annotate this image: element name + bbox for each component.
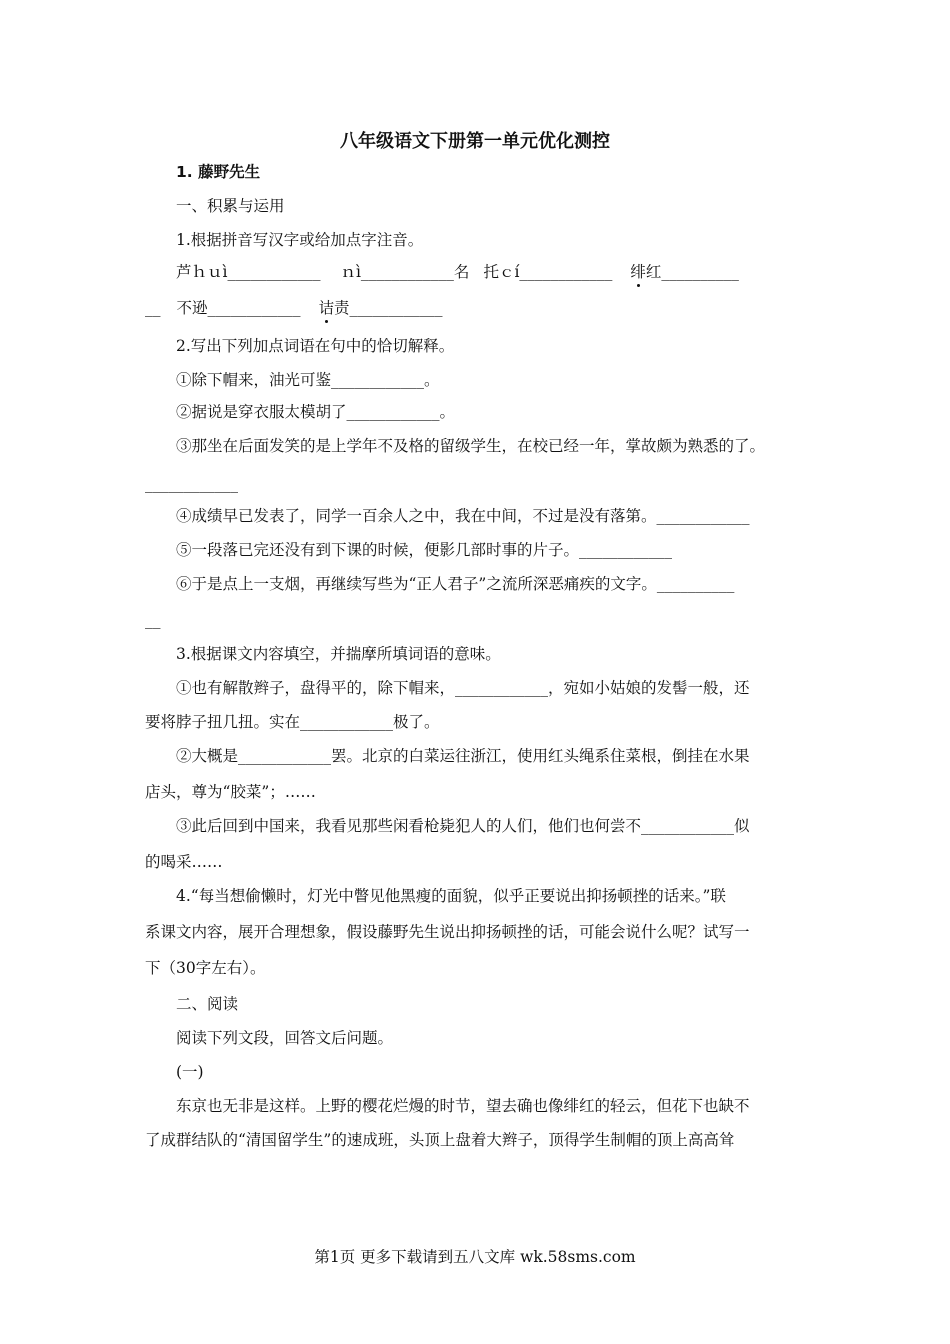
q1-blank-c: 托ｃí____________ [483, 263, 613, 281]
q1-dotted-char-f: 诘 [318, 299, 335, 317]
section-label: (一) [176, 1063, 204, 1081]
reading-intro: 阅读下列文段，回答文后问题。 [176, 1029, 394, 1047]
q4-line1: 4.“每当想偷懒时，灯光中瞥见他黑瘦的面貌，似乎正要说出抑扬顿挫的话来。”联 [176, 887, 726, 905]
q3-item3-cont: 的喝采…… [145, 853, 223, 871]
q3-item2: ②大概是____________罢。北京的白菜运往浙江，使用红头绳系住菜根，倒挂在水果 [176, 747, 750, 765]
q2-item4: ④成绩早已发表了，同学一百余人之中，我在中间，不过是没有落第。____________ [176, 507, 750, 525]
lesson-heading: 1. 藤野先生 [176, 163, 261, 181]
q1-blank-b: ｎì____________名 [340, 263, 470, 281]
q3-item3: ③此后回到中国来，我看见那些闲看枪毙犯人的人们，他们也何尝不____________似 [176, 817, 750, 835]
q2-prompt: 2.写出下列加点词语在句中的恰切解释。 [176, 337, 455, 355]
q2-item6-blank: __ [145, 611, 161, 629]
q1-blank-d: 红__________ [645, 263, 739, 281]
passage-line2: 了成群结队的“清国留学生”的速成班，头顶上盘着大辫子，顶得学生制帽的顶上高高耸 [145, 1131, 735, 1149]
q3-prompt: 3.根据课文内容填空，并揣摩所填词语的意味。 [176, 645, 501, 663]
q2-item3-blank: ____________ [145, 475, 238, 493]
q2-item6: ⑥于是点上一支烟，再继续写些为“正人君子”之流所深恶痛疾的文字。__________ [176, 575, 735, 593]
page-footer: 第1页 更多下载请到五八文库 wk.58sms.com [314, 1248, 636, 1266]
q1-line2 [145, 298, 805, 318]
q1-blank-a: 芦ｈｕì____________ [176, 263, 321, 281]
q2-item3: ③那坐在后面发笑的是上学年不及格的留级学生，在校已经一年，掌故颇为熟悉的了。 [176, 437, 766, 455]
page-title: 八年级语文下册第一单元优化测控 [340, 131, 610, 152]
q4-line3: 下（30字左右）。 [145, 959, 266, 977]
q1-line1 [176, 262, 806, 282]
q1-prompt: 1.根据拼音写汉字或给加点字注音。 [176, 231, 424, 249]
q1-dotted-char-d: 绯 [630, 263, 646, 281]
q2-item5: ⑤一段落已完还没有到下课的时候，便影几部时事的片子。____________ [176, 541, 673, 559]
part1-heading: 一、积累与运用 [176, 197, 285, 215]
q3-item1: ①也有解散辫子，盘得平的，除下帽来，____________，宛如小姑娘的发髻一般，还 [176, 679, 750, 697]
q3-item1-cont: 要将脖子扭几扭。实在____________极了。 [145, 713, 440, 731]
q1-blank-d-cont: __ [145, 299, 161, 317]
q3-item2-cont: 店头，尊为“胶菜”；…… [145, 783, 316, 801]
q1-blank-e: 不逊____________ [176, 299, 301, 317]
q2-item1: ①除下帽来，油光可鉴____________。 [176, 371, 440, 389]
q2-item2: ②据说是穿衣服太模胡了____________。 [176, 403, 456, 421]
q1-blank-f: 责____________ [334, 299, 443, 317]
passage-line1: 东京也无非是这样。上野的樱花烂熳的时节，望去确也像绯红的轻云，但花下也缺不 [176, 1097, 750, 1115]
part2-heading: 二、阅读 [176, 995, 239, 1013]
q4-line2: 系课文内容，展开合理想象，假设藤野先生说出抑扬顿挫的话，可能会说什么呢？试写一 [145, 923, 750, 941]
